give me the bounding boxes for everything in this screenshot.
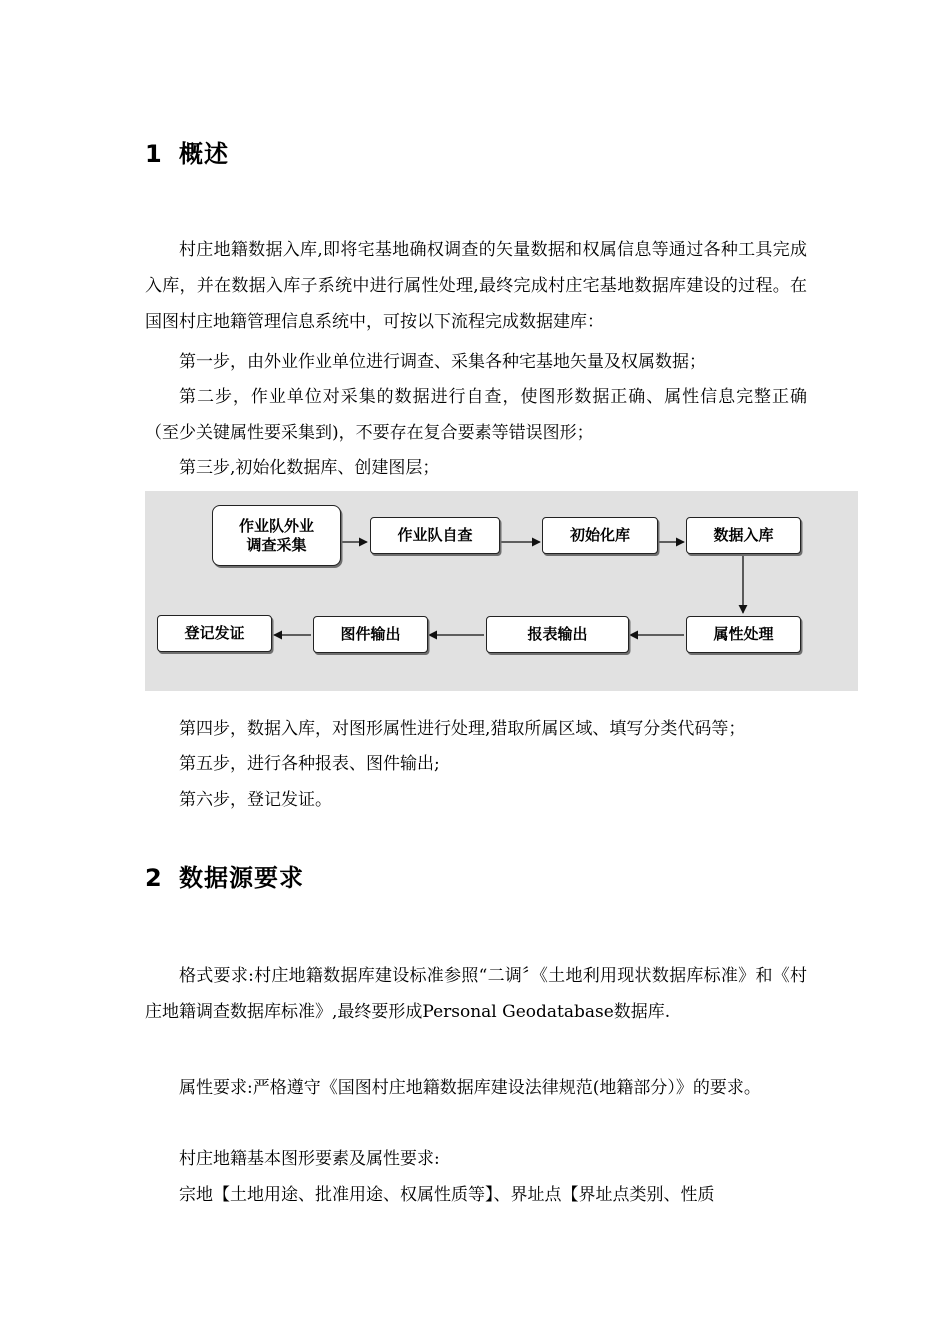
section-1-heading: [145, 134, 229, 169]
step-5: 第五步，进行各种报表、图件输出;: [179, 754, 440, 774]
section-title: 概述: [179, 140, 229, 168]
format-requirement: 格式要求:村庄地籍数据库建设标准参照“二调〞《土地利用现状数据库标准》和《村庄地籍调查数据库标准》,最终要形成Personal Geodatabase数据库.: [145, 966, 807, 1022]
section-2-heading: [145, 858, 304, 893]
step-box-self-check: 作业队自查: [370, 517, 500, 554]
step-box-register: 登记发证: [157, 615, 272, 652]
step-1: 第一步，由外业作业单位进行调查、采集各种宅基地矢量及权属数据；: [179, 352, 706, 372]
step-3: 第三步,初始化数据库、创建图层；: [179, 458, 440, 478]
workflow-diagram: [145, 491, 858, 691]
section-number: 1: [145, 140, 163, 168]
attribute-requirement: 属性要求:严格遵守《国图村庄地籍数据库建设法律规范(地籍部分）》的要求。: [179, 1078, 761, 1098]
step-box-survey: 作业队外业 调查采集: [212, 505, 341, 566]
elements-list: 宗地【土地用途、批准用途、权属性质等】、界址点【界址点类别、性质: [179, 1185, 715, 1205]
step-box-map-output: 图件输出: [313, 616, 428, 653]
section-number: 2: [145, 864, 163, 892]
step-2: 第二步，作业单位对采集的数据进行自查，使图形数据正确、属性信息完整正确（至少关键属性要采集到)，不要存在复合要素等错误图形；: [145, 387, 807, 443]
step-box-report-output: 报表输出: [486, 616, 629, 653]
step-box-attr-process: 属性处理: [686, 616, 801, 653]
step-4: 第四步，数据入库，对图形属性进行处理,猎取所属区域、填写分类代码等；: [179, 719, 746, 739]
section-title: 数据源要求: [179, 864, 304, 892]
intro-paragraph: 村庄地籍数据入库,即将宅基地确权调查的矢量数据和权属信息等通过各种工具完成入库，并在数据入库子系统中进行属性处理,最终完成村庄宅基地数据库建设的过程。在国图村庄地籍管理信息系统中，可按以下流程完成数据建库：: [145, 240, 807, 332]
step-6: 第六步，登记发证。: [179, 790, 332, 810]
step-box-init-db: 初始化库: [542, 517, 658, 554]
step-box-data-import: 数据入库: [686, 517, 801, 554]
basic-elements-requirement: 村庄地籍基本图形要素及属性要求:: [179, 1149, 440, 1169]
